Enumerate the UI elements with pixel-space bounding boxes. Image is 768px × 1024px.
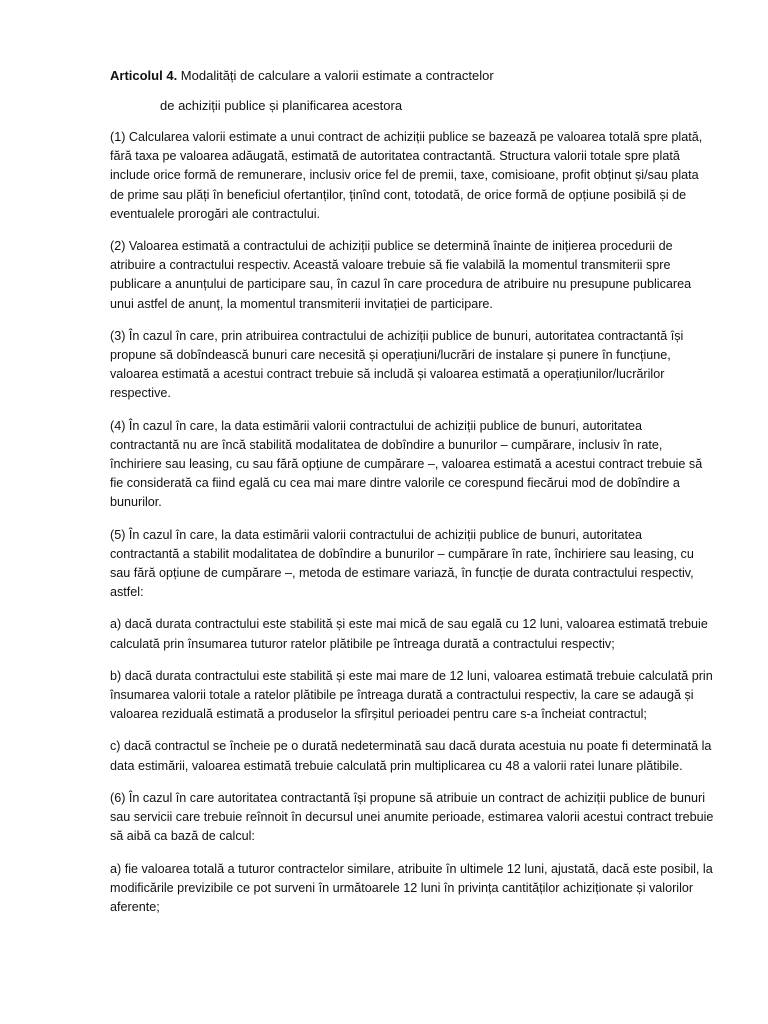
paragraph-4: (4) În cazul în care, la data estimării valorii contractului de achiziții publice de bunuri, autoritatea contractantă nu are încă stabilită modalitatea de dobîndire a bunurilor – cumpărare, inclusiv în rate, închiriere sau leasing, cu sau fără opțiune de cumpărare –, valoarea estimată a acestui contract trebuie să fie considerată ca fiind egală cu cea mai mare dintre valorile ce corespund fiecărui mod de dobîndire a bunurilor. xyxy=(110,418,703,510)
paragraph-3: (3) În cazul în care, prin atribuirea contractului de achiziții publice de bunuri, autoritatea contractantă își propune să dobîndească bunuri care necesită și operațiuni/lucrări de instalare și punere în funcțiune, valoarea estimată a acestui contract trebuie să includă și valoarea estimată a operațiunilor/lucrărilor respective. xyxy=(110,328,684,401)
paragraph-6: (6) În cazul în care autoritatea contractantă își propune să atribuie un contract de achiziții publice de bunuri sau servicii care trebuie reînnoit în decursul unei anumite perioade, estimarea valorii acestui contract trebuie să aibă ca bază de calcul: xyxy=(110,790,714,844)
article-label: Articolul 4. xyxy=(110,68,178,83)
paragraph-5b: b) dacă durata contractului este stabilită și este mai mare de 12 luni, valoarea estimată trebuie calculată prin însumarea valorii totale a ratelor plătibile pe întreaga durată a contractului respectiv, la care se adaugă și valoarea reziduală estimată a produselor la sfîrșitul perioadei pentru care s-a încheiat contractul; xyxy=(110,668,713,722)
paragraph-2: (2) Valoarea estimată a contractului de achiziții publice se determină înainte de inițierea procedurii de atribuire a contractului respectiv. Această valoare trebuie să fie valabilă la momentul transmiterii spre publicare a anunțului de participare sau, în cazul în care procedura de atribuire nu presupune publicarea unui astfel de anunț, la momentul transmiterii invitației de participare. xyxy=(110,239,692,311)
document-page xyxy=(110,66,714,917)
paragraph-5: (5) În cazul în care, la data estimării valorii contractului de achiziții publice de bunuri, autoritatea contractantă a stabilit modalitatea de dobîndire a bunurilor – cumpărare în rate, închiriere sau leasing, cu sau fără opțiune de cumpărare –, metoda de estimare variază, în funcție de durata contractului respectiv, astfel: xyxy=(110,527,694,600)
article-heading xyxy=(110,66,714,85)
article-title-continuation: de achiziții publice și planificarea acestora xyxy=(160,98,403,113)
paragraph-1: (1) Calcularea valorii estimate a unui contract de achiziții publice se bazează pe valoarea totală spre plată, fără taxa pe valoarea adăugată, estimată de autoritatea contractantă. Structura valorii totale spre plată include orice formă de remunerare, inclusiv orice fel de premii, taxe, comisioane, profit obținut și/sau plata de prime sau plăți în beneficiul ofertanților, ținînd cont, totodată, de orice formă de opțiune posibilă și de eventualele prorogări ale contractului. xyxy=(110,130,703,221)
paragraph-5a: a) dacă durata contractului este stabilită și este mai mică de sau egală cu 12 luni, valoarea estimată trebuie calculată prin însumarea tuturor ratelor plătibile pe întreaga durată a contractului respectiv; xyxy=(110,617,708,651)
paragraph-6a: a) fie valoarea totală a tuturor contractelor similare, atribuite în ultimele 12 luni, ajustată, dacă este posibil, la modificările previzibile ce pot surveni în următoarele 12 luni în privința cantităților achiziționate și valorilor aferente; xyxy=(110,861,713,914)
article-title: Modalități de calculare a valorii estimate a contractelor xyxy=(177,68,494,83)
paragraph-5c: c) dacă contractul se încheie pe o durată nedeterminată sau dacă durata acestuia nu poate fi determinată la data estimării, valoarea estimată trebuie calculată prin multiplicarea cu 48 a valorii ratei lunare plătibile. xyxy=(110,739,712,773)
